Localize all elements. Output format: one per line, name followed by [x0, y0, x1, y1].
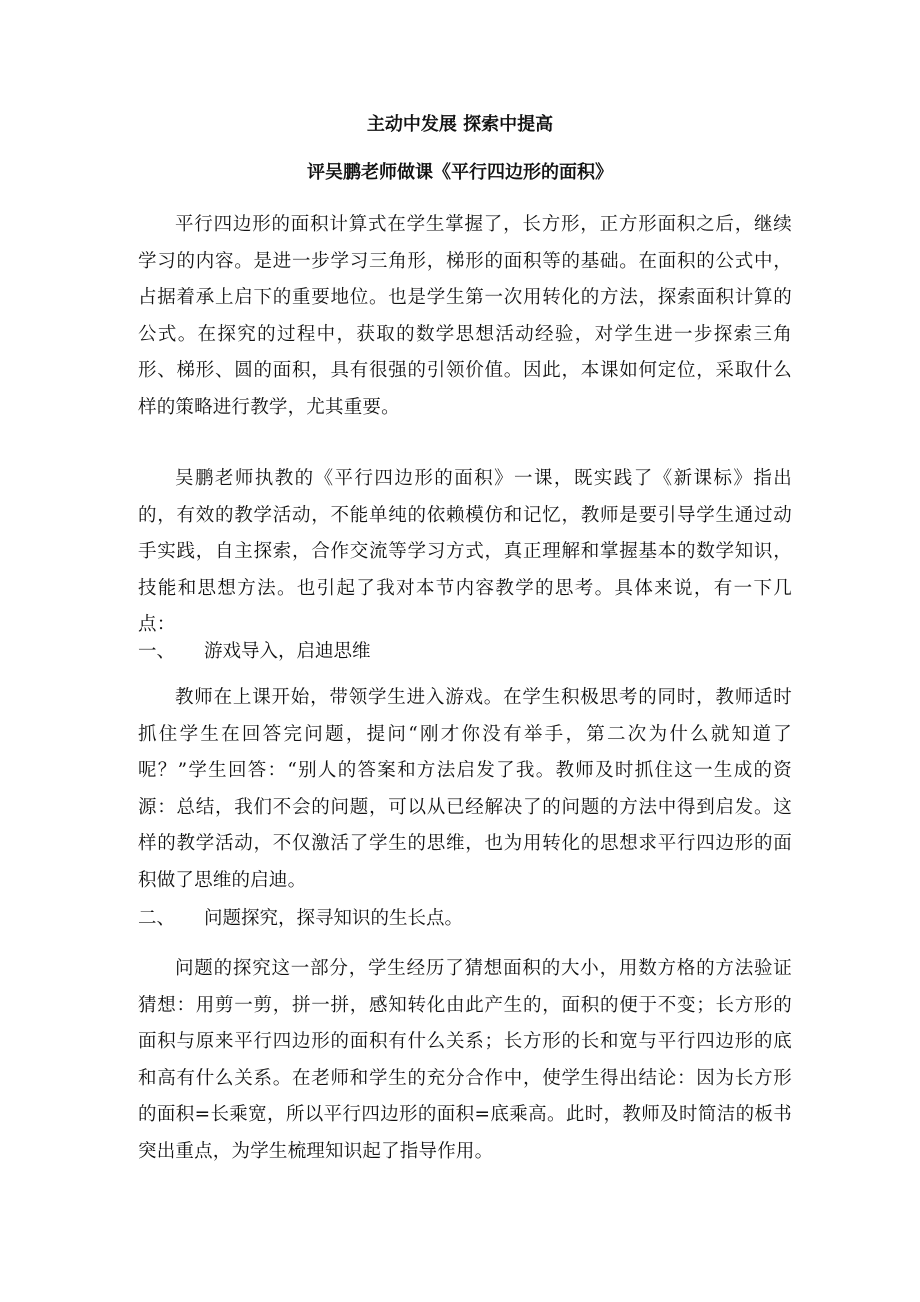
section-two-body: 问题的探究这一部分，学生经历了猜想面积的大小，用数方格的方法验证猜想：用剪一剪，拼一拼，感知转化由此产生的，面积的便于不变；长方形的面积与原来平行四边形的面积有什么关系；长方形的长和宽与平行四边形的底和高有什么关系。在老师和学生的充分合作中，使学生得出结论：因为长方形的面积=长乘宽，所以平行四边形的面积=底乘高。此时，教师及时简洁的板书突出重点，为学生梳理知识起了指导作用。 — [138, 958, 792, 1162]
section-one-title: 游戏导入，启迪思维 — [204, 641, 371, 662]
section-two-number: 二、 — [138, 908, 176, 929]
section-two-title: 问题探究，探寻知识的生长点。 — [204, 908, 464, 929]
section-one-number: 一、 — [138, 641, 176, 662]
section-one-heading — [138, 634, 792, 671]
document-subtitle: 评吴鹏老师做课《平行四边形的面积》 — [307, 162, 613, 183]
document-title: 主动中发展 探索中提高 — [366, 114, 554, 135]
section-two-heading — [138, 901, 792, 938]
intro-paragraph: 平行四边形的面积计算式在学生掌握了，长方形，正方形面积之后，继续学习的内容。是进一步学习三角形，梯形的面积等的基础。在面积的公式中，占据着承上启下的重要地位。也是学生第一次用转化的方法，探索面积计算的公式。在探究的过程中，获取的数学思想活动经验，对学生进一步探索三角形、梯形、圆的面积，具有很强的引领价值。因此，本课如何定位，采取什么样的策略进行教学，尤其重要。 — [138, 214, 792, 418]
section-one-body: 教师在上课开始，带领学生进入游戏。在学生积极思考的同时，教师适时抓住学生在回答完问题，提问“刚才你没有举手，第二次为什么就知道了呢？”学生回答：“别人的答案和方法启发了我。教师及时抓住这一生成的资源：总结，我们不会的问题，可以从已经解决了的问题的方法中得到启发。这样的教学活动，不仅激活了学生的思维，也为用转化的思想求平行四边形的面积做了思维的启迪。 — [138, 687, 792, 891]
overview-paragraph: 吴鹏老师执教的《平行四边形的面积》一课，既实践了《新课标》指出的，有效的教学活动，不能单纯的依赖模仿和记忆，教师是要引导学生通过动手实践，自主探索，合作交流等学习方式，真正理解和掌握基本的数学知识，技能和思想方法。也引起了我对本节内容教学的思考。具体来说，有一下几点： — [138, 468, 792, 635]
